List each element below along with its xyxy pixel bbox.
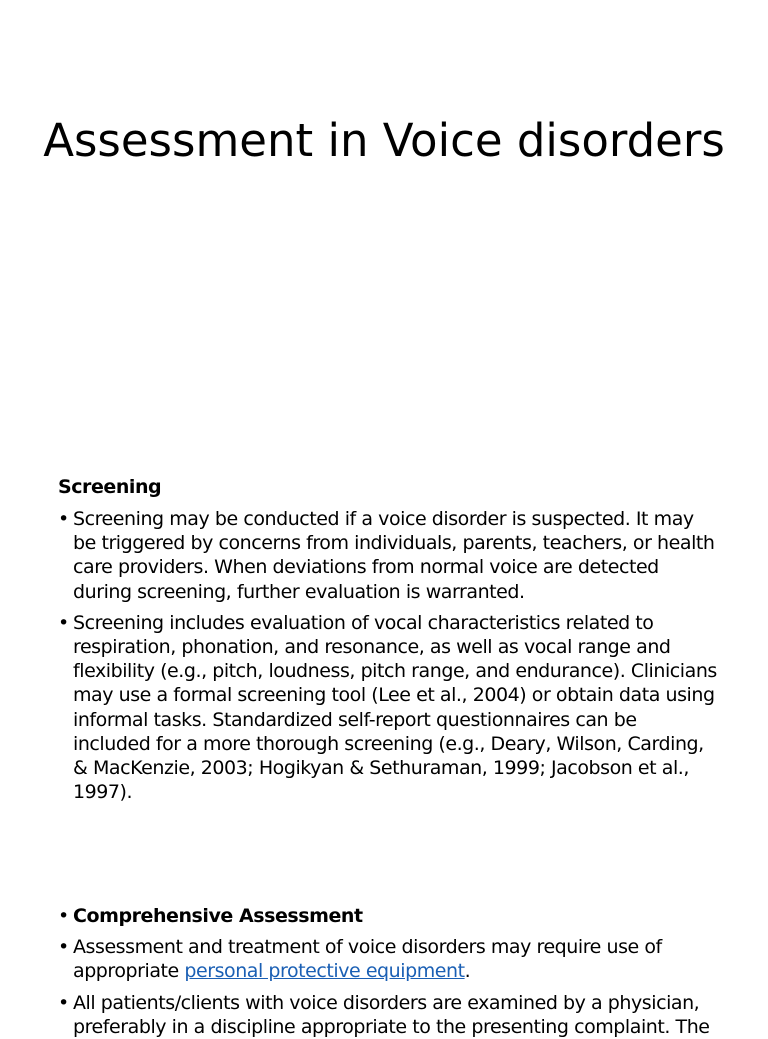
list-item [58, 611, 718, 805]
bullet-icon: • [58, 936, 69, 959]
list-item-heading [58, 904, 718, 928]
bullet-icon: • [58, 991, 69, 1014]
section-heading-comprehensive: Comprehensive Assessment [73, 905, 363, 927]
bullet-text: Screening includes evaluation of vocal characteristics related to respiration, phonation, and resonance, as well as vocal range and flexibility (e.g., pitch, loudness, pitch range, and endurance). Clinicians may use a formal screening tool (Lee et al., 2004) or obtain data using informal tasks. Standardized self-report questionnaires can be included for a more thorough screening (e.g., Deary, Wilson, Carding, & MacKenzie, 2003; Hogikyan & Sethuraman, 1999; Jacobson et al., 1997). [73, 611, 717, 804]
list-item [58, 935, 718, 983]
bullet-text: All patients/clients with voice disorders are examined by a physician, preferably in a discipline appropriate to the presenting complaint. The [73, 991, 710, 1038]
ppe-text-before: Assessment and treatment of voice disorders may require use of appropriate [73, 936, 662, 983]
comprehensive-bullet-list [58, 904, 718, 1039]
ppe-link[interactable]: personal protective equipment [184, 960, 465, 983]
slide-title: Assessment in Voice disorders [43, 114, 725, 167]
bullet-text: Screening may be conducted if a voice disorder is suspected. It may be triggered by concerns from individuals, parents, teachers, or health care providers. When deviations from normal voice are detected during screening, further evaluation is warranted. [73, 508, 715, 603]
bullet-icon: • [58, 905, 69, 927]
list-item [58, 991, 718, 1039]
section-heading-screening: Screening [58, 476, 162, 498]
bullet-icon: • [58, 508, 69, 530]
screening-bullet-list [58, 507, 718, 804]
ppe-text-after: . [464, 960, 471, 983]
bullet-icon: • [58, 611, 69, 634]
list-item [58, 507, 718, 604]
